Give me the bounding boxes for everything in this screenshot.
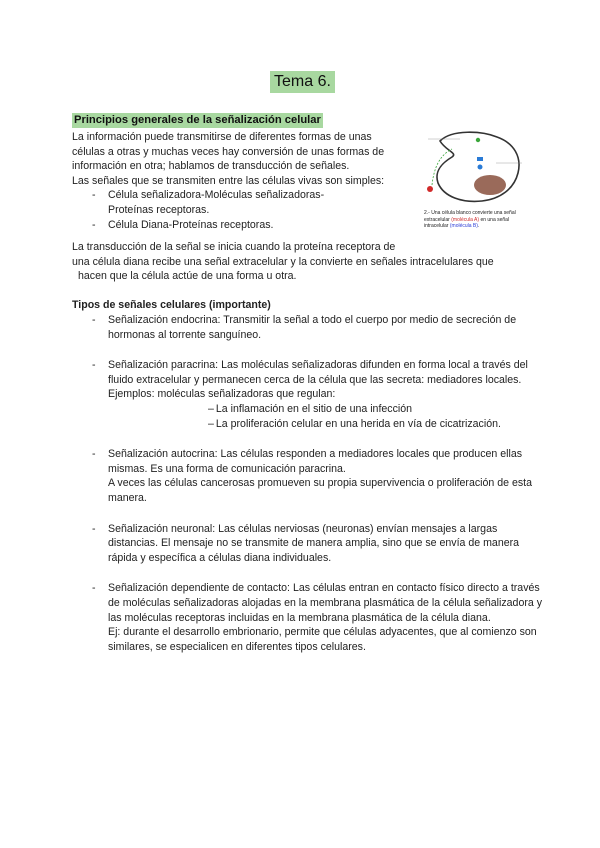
cell-signaling-figure <box>422 127 532 207</box>
list-item-neuronal <box>72 522 542 566</box>
transduction-paragraph <box>72 240 542 284</box>
intro-line: células a otras y muchas veces hay conversión de unas formas de <box>72 145 385 158</box>
list-item: - Célula señalizadora-Moléculas señalizadoras-Proteínas receptoras. <box>72 188 358 217</box>
paracrina-examples <box>108 402 542 431</box>
paragraph-line: hacen que la célula actúe de una forma u otra. <box>78 270 297 283</box>
list-item-endocrina <box>72 313 542 342</box>
receptor-dot-icon <box>476 138 480 142</box>
caption-text: 2.- Una célula blanco convierte una señal extracelular <box>424 210 516 223</box>
list-item: - Célula Diana-Proteínas receptoras. <box>72 218 412 233</box>
intro-line: Las señales que se transmiten entre las células vivas son simples: <box>72 174 385 187</box>
list-item-autocrina <box>72 447 542 505</box>
caption-end: . <box>477 223 480 229</box>
sub-item: – La inflamación en el sitio de una infección <box>208 402 542 417</box>
paragraph-line: La transducción de la señal se inicia cuando la proteína receptora de <box>72 241 396 253</box>
sub-item: – La proliferación celular en una herida en vía de cicatrización. <box>208 417 542 432</box>
list-item-paracrina <box>72 358 542 431</box>
caption-molecule-b: (molécula B) <box>449 223 478 229</box>
list-item-contacto <box>72 581 542 654</box>
intro-line: La información puede transmitirse de diferentes formas de unas <box>72 131 372 143</box>
intro-text <box>72 130 412 232</box>
caption-molecule-a: (molécula A) <box>451 216 480 223</box>
item-text: - Señalización dependiente de contacto: Las células entran en contacto físico directo a través de moléculas señalizadoras alojadas en la membrana plasmática de la célula señalizadora y las moléculas receptoras incluidas en la membrana plasmática de la célula diana. <box>108 582 543 624</box>
item-text: Ej: durante el desarrollo embrionario, permite que células adyacentes, que al comienzo son similares, se especialicen en diferentes tipos celulares. <box>108 626 537 653</box>
cell-nucleus <box>474 175 506 195</box>
item-text: - Señalización autocrina: Las células responden a mediadores locales que producen ellas mismas. Es una forma de comunicación paracrina. <box>108 448 523 475</box>
paragraph-line: una célula diana recibe una señal extracelular y la convierte en señales intracelulares que <box>72 255 494 268</box>
item-text: - Señalización endocrina: Transmitir la señal a todo el cuerpo por medio de secreción de hormonas al torrente sanguíneo. <box>108 314 517 341</box>
item-text: A veces las células cancerosas promueven su propia supervivencia o proliferación de esta manera. <box>108 477 532 504</box>
section-heading: Principios generales de la señalización celular <box>74 114 321 126</box>
molecule-a-icon <box>427 186 433 192</box>
item-text: - Señalización paracrina: Las moléculas señalizadoras difunden en forma local a través del fluido extracelular y permanecen cerca de la célula que las secreta: mediadores locales. Ejemplos: moléculas señalizadoras que regulan: <box>108 359 528 401</box>
caption-text: en una señal intracelular <box>424 216 510 229</box>
page-title: Tema 6. <box>270 71 335 93</box>
intro-line: información en otra; hablamos de transducción de señales. <box>72 160 350 173</box>
intro-list <box>72 188 412 232</box>
molecule-b-icon <box>478 165 483 170</box>
signal-types-list <box>72 313 542 670</box>
receptor-icon <box>477 157 483 161</box>
types-heading: Tipos de señales celulares (importante) <box>72 299 271 311</box>
figure-caption <box>424 210 534 230</box>
item-text: - Señalización neuronal: Las células nerviosas (neuronas) envían mensajes a largas distancias. El mensaje no se transmite de manera amplia, sino que se envía de manera rápida y específica a células diana individuales. <box>108 522 520 564</box>
